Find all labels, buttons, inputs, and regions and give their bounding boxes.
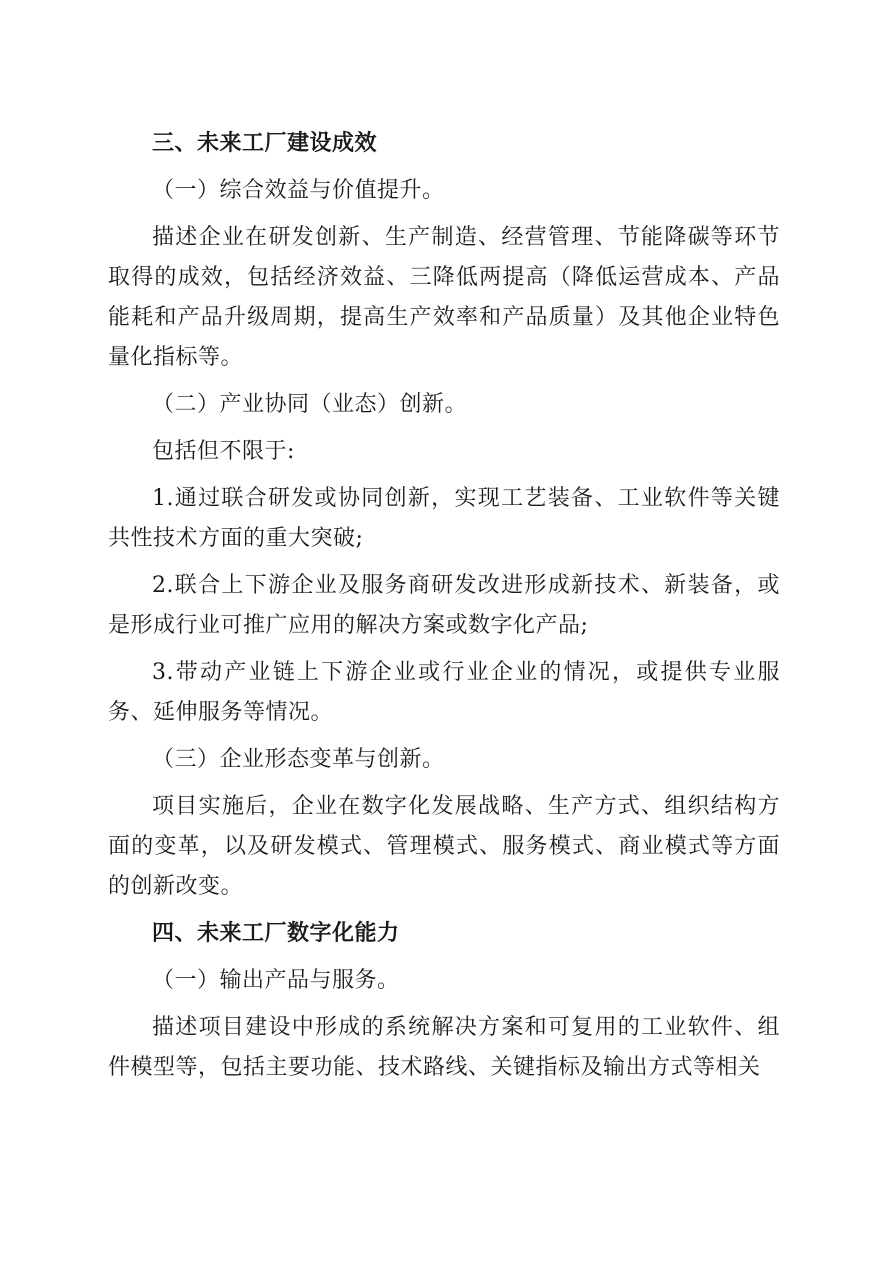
- section-3-1-heading: （一）综合效益与价值提升。: [152, 178, 445, 203]
- section-3-1-paragraph: 描述企业在研发创新、生产制造、经营管理、节能降碳等环节取得的成效，包括经济效益、三降低两提高（降低运营成本、产品能耗和产品升级周期，提高生产效率和产品质量）及其他企业特色量化指标等。: [108, 225, 780, 370]
- section-3-3-heading: （三）企业形态变革与创新。: [152, 747, 445, 772]
- section-4-1-paragraph: 描述项目建设中形成的系统解决方案和可复用的工业软件、组件模型等，包括主要功能、技术路线、关键指标及输出方式等相关: [108, 1015, 780, 1080]
- section-3-2-item-3: 3.带动产业链上下游企业或行业企业的情况，或提供专业服务、延伸服务等情况。: [108, 660, 780, 725]
- section-3-2-intro: 包括但不限于:: [152, 439, 295, 464]
- section-4-1-heading: （一）输出产品与服务。: [152, 968, 400, 993]
- section-3-2-item-1: 1.通过联合研发或协同创新，实现工艺装备、工业软件等关键共性技术方面的重大突破;: [108, 486, 780, 551]
- section-3-heading: 三、未来工厂建设成效: [152, 131, 378, 156]
- section-3-3-paragraph: 项目实施后，企业在数字化发展战略、生产方式、组织结构方面的变革，以及研发模式、管理模式、服务模式、商业模式等方面的创新改变。: [108, 794, 780, 899]
- section-3-2-heading: （二）产业协同（业态）创新。: [152, 392, 468, 417]
- section-4-heading: 四、未来工厂数字化能力: [152, 921, 400, 946]
- section-3-2-item-2: 2.联合上下游企业及服务商研发改进形成新技术、新装备，或是形成行业可推广应用的解决方案或数字化产品;: [108, 573, 780, 638]
- document-body: [108, 124, 780, 1095]
